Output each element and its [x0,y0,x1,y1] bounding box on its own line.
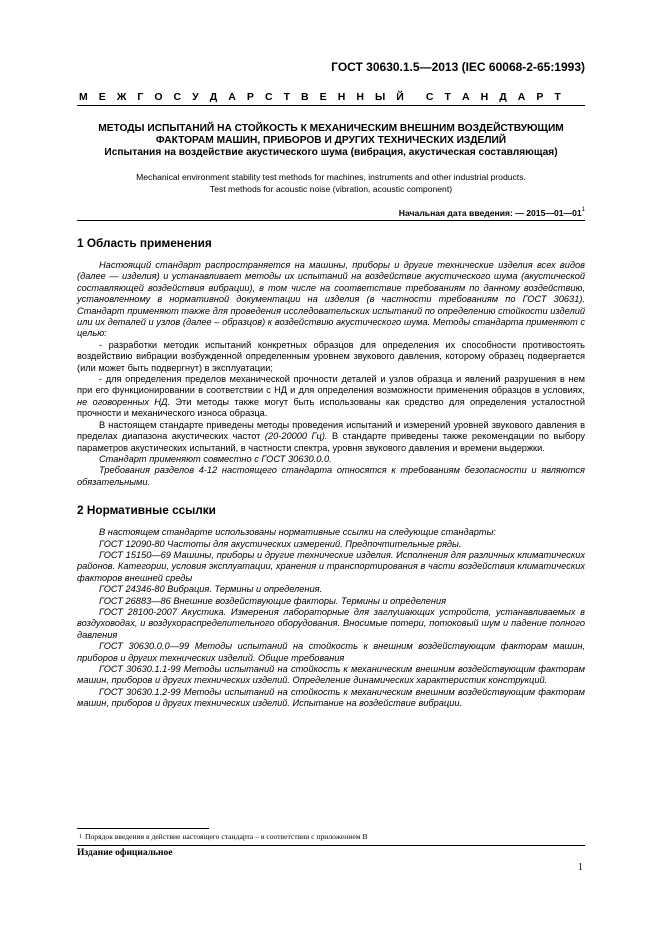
banner-letter: Р [536,91,544,103]
banner-letter: М [79,91,88,103]
section-1-paragraph: - разработки методик испытаний конкретных образцов для определения их способности противостоять воздействию вибрации возбужденной определенным уровнем звукового давления, которому образец подвергается (или может быть подвергнут) в эксплуатации; [77,339,585,373]
footnote-divider [77,828,209,829]
page-number: 1 [578,862,583,873]
banner-letter: С [264,91,273,103]
banner-letter: А [228,91,236,103]
banner-letter: Й [396,91,404,103]
section-1-heading: 1 Область применения [77,236,212,250]
banner-letter: Д [499,91,507,103]
reference-item: ГОСТ 30630.1.2-99 Методы испытаний на стойкость к механическим внешним воздействующим факторам машин, приборов и других технических изделий. Испытание на воздействие вибрации. [77,686,585,709]
title-en-line1: Mechanical environment stability test methods for machines, instruments and other industrial products. [136,172,526,182]
text-run: В стандарте приведены также рекомендации по выбору параметров акустических испытаний, в частности спектра, уровня звукового давления и времени выдержки. [77,431,585,453]
footnote-text: Порядок введения в действие настоящего стандарта – в соответствии с приложением В [85,832,368,841]
reference-item: ГОСТ 28100-2007 Акустика. Измерения лабораторные для заглушающих устройств, устанавливаемых в воздуховодах, и воздухораспределительного оборудования. Вносимые потери, потоковый шум и падение полного давления [77,606,585,640]
banner-letter: А [461,91,470,103]
footnote-mark: 1 [79,834,82,840]
banner-letter: С [173,91,182,103]
footnote [77,832,585,842]
reference-item: ГОСТ 26883—86 Внешние воздействующие факторы. Термины и определения [99,595,447,606]
normative-references-list [77,527,585,710]
banner-letter: Т [554,91,561,103]
reference-item: ГОСТ 30630.0.0—99 Методы испытаний на стойкость к внешним воздействующим факторам машин, приборов и других технических изделий. Общие требования [77,641,585,663]
text-run: - для определения пределов механической прочности деталей и узлов образца и явлений разрушения в нем при его функционировании в соответствии с НД и для определения возможности применения образцов в условиях, [77,374,585,396]
banner-letter: С [425,91,434,103]
text-run: (20-20000 Гц). [264,431,328,442]
section-1-body [77,260,585,488]
section-1-paragraph: Стандарт применяют совместно с ГОСТ 30630.0.0. [99,453,332,464]
banner-letter: Н [337,91,346,103]
document-id: ГОСТ 30630.1.5—2013 (IEC 60068-2-65:1993) [331,60,585,74]
banner-letter: О [154,91,163,103]
introduction-date [77,208,585,221]
banner-letter: Ы [374,91,386,103]
standard-banner [77,91,585,106]
footnote-reference[interactable]: 1 [581,207,585,213]
banner-letter: Е [98,91,106,103]
reference-item: ГОСТ 30630.1.1-99 Методы испытаний на стойкость к механическим внешним воздействующим факторам машин, приборов и других технических изделий. Определение динамических характеристик конструкций. [77,664,585,686]
section-1-paragraph [77,420,585,454]
reference-item: ГОСТ 12090-80 Частоты для акустических измерений. Предпочтительные ряды. [99,538,462,549]
text-run: не оговоренных НД. [77,396,171,407]
text-run: В настоящем стандарте приведены методы проведения испытаний и измерений уровней звукового давления в пределах диапазона акустических частот [77,419,585,442]
reference-item: В настоящем стандарте использованы нормативные ссылки на следующие стандарты: [99,527,497,538]
text-run: Эти методы также могут быть использованы как средство для определения усталостной прочности и механического износа образца. [77,396,585,419]
banner-letter: Е [319,91,327,103]
banner-letter: Г [137,91,144,103]
banner-letter: Р [246,91,254,103]
banner-letter: Н [480,91,489,103]
edition-label: Издание официальное [77,848,173,858]
banner-letter: Ж [116,91,127,103]
title-ru-line3: Испытания на воздействие акустического шума (вибрация, акустическая составляющая) [104,147,558,158]
banner-letter: Т [283,91,290,103]
section-1-paragraph: Требования разделов 4-12 настоящего стандарта относятся к требованиям безопасности и являются обязательными. [77,465,585,487]
section-1-paragraph: Настоящий стандарт распространяется на машины, приборы и другие технические изделия всех видов (далее — изделия) и устанавливает методы их испытаний на воздействие акустического шума (акустической составляющей воздействия вибрации), в том числе на соответствие требованиям по данному воздействию, установленному в нормативной документации на изделия (в частности требованиям по ГОСТ 30631). Стандарт применяют также для проведения исследовательских испытаний по определению стойкости изделий или их деталей и узлов (далее – образцов) к воздействию акустического шума. Методы стандарта применяют с целью: [77,260,585,339]
reference-item: ГОСТ 15150—69 Машины, приборы и другие технические изделия. Исполнения для различных климатических районов. Категории, условия эксплуатации, хранения и транспортирования в части воздействия климатических факторов внешней среды [77,549,585,583]
title-ru-line2: ФАКТОРАМ МАШИН, ПРИБОРОВ И ДРУГИХ ТЕХНИЧЕСКИХ ИЗДЕЛИЙ [155,135,507,146]
title-en-line2: Test methods for acoustic noise (vibration, acoustic component) [209,183,453,194]
banner-letter: Т [444,91,451,103]
edition-divider [77,845,585,846]
banner-letter: А [517,91,526,103]
reference-item: ГОСТ 24346-80 Вибрация. Термины и определения. [99,584,323,595]
introduction-date-text: Начальная дата введения: — 2015—01—01 [398,208,582,218]
banner-letter: У [192,91,199,103]
title-ru-line1: МЕТОДЫ ИСПЫТАНИЙ НА СТОЙКОСТЬ К МЕХАНИЧЕСКИМ ВНЕШНИМ ВОЗДЕЙСТВУЮЩИМ [98,123,564,134]
section-1-paragraph [77,374,585,420]
section-2-heading: 2 Нормативные ссылки [77,503,216,518]
banner-letter: В [301,91,309,103]
banner-letter: Н [356,91,364,103]
banner-letter: Д [209,91,218,103]
